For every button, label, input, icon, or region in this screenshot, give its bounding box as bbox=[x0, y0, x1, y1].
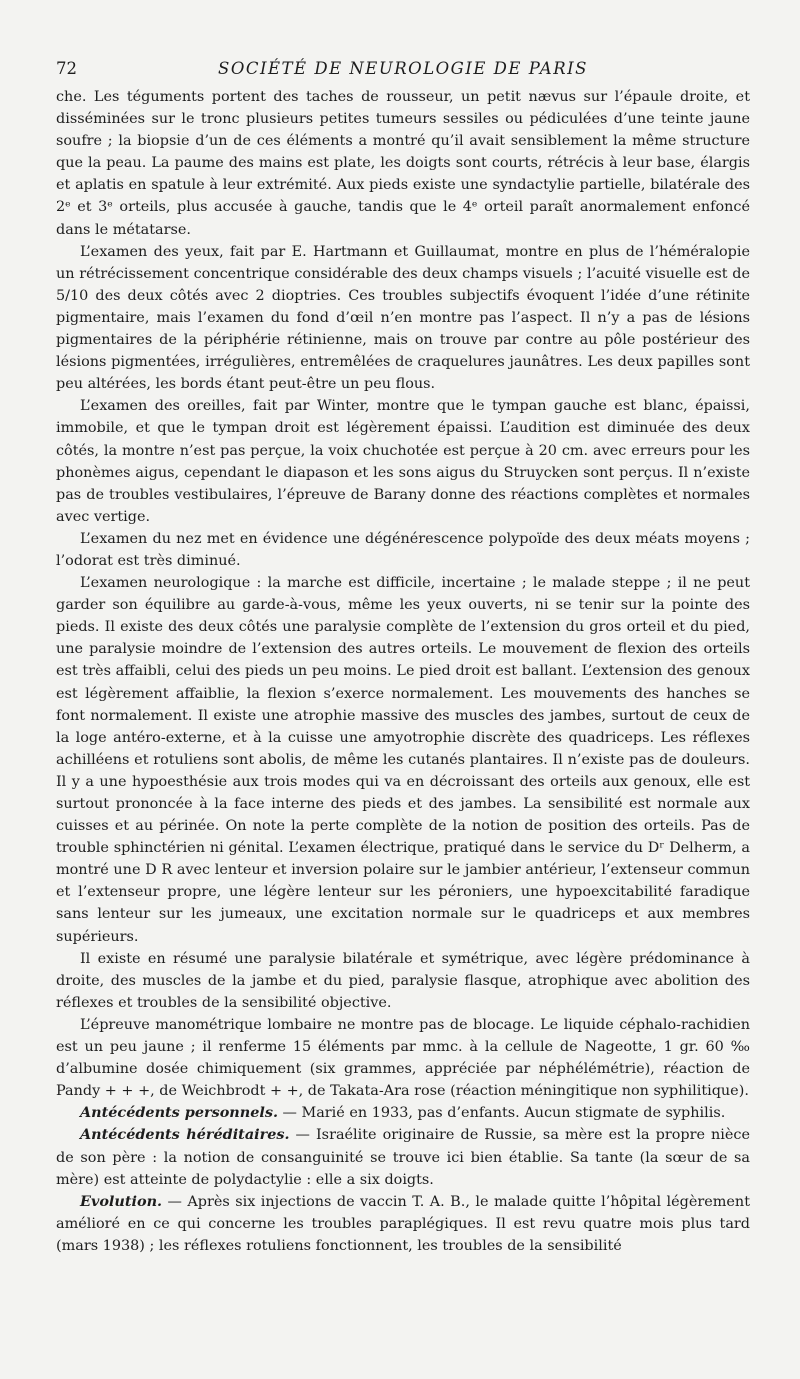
paragraph-eye-exam bbox=[56, 241, 750, 396]
paragraph-continued bbox=[56, 86, 750, 241]
paragraph-text: — Après six injections de vaccin T. A. B., le malade quitte l’hôpital légèrement amélioré en ce qui concerne les troubles paraplégiques. Il est revu quatre mois plus tard (mars 1938) ; les réflexes rotuliens fonctionnent, les troubles de la sensibilité bbox=[56, 1193, 750, 1254]
paragraph-text: L’examen des yeux, fait par E. Hartmann et Guillaumat, montre en plus de l’héméralopie un rétrécissement concentrique considérable des deux champs visuels ; l’acuité visuelle est de 5/10 des deux côtés avec 2 dioptries. Ces troubles subjectifs évoquent l’idée d’une rétinite pigmentaire, mais l’examen du fond d’œil n’en montre pas l’aspect. Il n’y a pas de lésions pigmentaires de la périphérie rétinienne, mais on trouve par contre au pôle postérieur des lésions pigmentées, irrégulières, entremêlées de craquelures jaunâtres. Les deux papilles sont peu altérées, les bords étant peut-être un peu flous. bbox=[56, 243, 750, 393]
paragraph-text: che. Les téguments portent des taches de rousseur, un petit nævus sur l’épaule droite, et disséminées sur le tronc plusieurs petites tumeurs sessiles ou pédiculées d’une teinte jaune soufre ; la biopsie d’un de ces éléments a montré qu’il avait sensiblement la même structure que la peau. La paume des mains est plate, les doigts sont courts, rétrécis à leur base, élargis et aplatis en spatule à leur extrémité. Aux pieds existe une syndactylie partielle, bilatérale des 2ᵉ et 3ᵉ orteils, plus accusée à gauche, tandis que le 4ᵉ orteil paraît anormalement enfoncé dans le métatarse. bbox=[56, 89, 750, 238]
paragraph-text: L’examen du nez met en évidence une dégénérescence polypoïde des deux méats moyens ; l’odorat est très diminué. bbox=[56, 530, 750, 569]
paragraph-personal-history bbox=[56, 1102, 750, 1124]
paragraph-lead: Evolution. bbox=[80, 1192, 163, 1210]
paragraph-lead: Antécédents personnels. bbox=[80, 1104, 278, 1122]
paragraph-neuro-exam bbox=[56, 572, 750, 948]
paragraph-lumbar-test bbox=[56, 1014, 750, 1102]
paragraph-ear-exam bbox=[56, 395, 750, 528]
paragraph-text: L’examen neurologique : la marche est difficile, incertaine ; le malade steppe ; il ne peut garder son équilibre au garde-à-vous, même les yeux ouverts, ni se tenir sur la pointe des pieds. Il existe des deux côtés une paralysie complète de l’extension du gros orteil et du pied, une paralysie moindre de l’extension des autres orteils. Le mouvement de flexion des orteils est très affaibli, celui des pieds un peu moins. Le pied droit est ballant. L’extension des genoux est légèrement affaiblie, la flexion s’exerce normalement. Les mouvements des hanches se font normalement. Il existe une atrophie massive des muscles des jambes, surtout de ceux de la loge antéro-externe, et à la cuisse une amyotrophie discrète des quadriceps. Les réflexes achilléens et rotuliens sont abolis, de même les cutanés plantaires. Il n’existe pas de douleurs. Il y a une hypoesthésie aux trois modes qui va en décroissant des orteils aux genoux, elle est surtout prononcée à la face interne des pieds et des jambes. La sensibilité est normale aux cuisses et au périnée. On note la perte complète de la notion de position des orteils. Pas de trouble sphinctérien ni génital. L’examen électrique, pratiqué dans le service du Dʳ Delherm, a montré une D R avec lenteur et inversion polaire sur le jambier antérieur, l’extenseur commun et l’extenseur propre, une légère lenteur sur les péroniers, une hypoexcitabilité faradique sans lenteur sur les jumeaux, une excitation normale sur le quadriceps et aux membres supérieurs. bbox=[56, 575, 750, 945]
page-number: 72 bbox=[56, 59, 77, 78]
paragraph-text: Il existe en résumé une paralysie bilatérale et symétrique, avec légère prédominance à droite, des muscles de la jambe et du pied, paralysie flasque, atrophique avec abolition des réflexes et troubles de la sensibilité objective. bbox=[56, 950, 750, 1011]
paragraph-text: L’examen des oreilles, fait par Winter, montre que le tympan gauche est blanc, épaissi, immobile, et que le tympan droit est légèrement épaissi. L’audition est diminuée des deux côtés, la montre n’est pas perçue, la voix chuchotée est perçue à 20 cm. avec erreurs pour les phonèmes aigus, cependant le diapason et les sons aigus du Struycken sont perçus. Il n’existe pas de troubles vestibulaires, l’épreuve de Barany donne des réactions complètes et normales avec vertige. bbox=[56, 398, 750, 525]
paragraph-text: — Marié en 1933, pas d’enfants. Aucun stigmate de syphilis. bbox=[277, 1105, 726, 1122]
paragraph-family-history bbox=[56, 1124, 750, 1190]
paragraph-lead: Antécédents héréditaires. bbox=[80, 1126, 290, 1144]
paragraph-text: — Israélite originaire de Russie, sa mère est la propre nièce de son père : la notion de consanguinité se trouve ici bien établie. Sa tante (la sœur de sa mère) est atteinte de polydactylie : elle a six doigts. bbox=[56, 1127, 750, 1188]
page bbox=[56, 56, 750, 1356]
paragraph-evolution bbox=[56, 1191, 750, 1257]
paragraph-text: L’épreuve manométrique lombaire ne montre pas de blocage. Le liquide céphalo-rachidien est un peu jaune ; il renferme 15 éléments par mmc. à la cellule de Nageotte, 1 gr. 60 ‰ d’albumine dosée chimiquement (six grammes, appréciée par néphélémétrie), réaction de Pandy + + +, de Weichbrodt + +, de Takata-Ara rose (réaction méningitique non syphilitique). bbox=[56, 1016, 750, 1100]
paragraph-summary bbox=[56, 948, 750, 1014]
page-header bbox=[56, 56, 750, 82]
body-text bbox=[56, 86, 750, 1257]
paragraph-nose-exam bbox=[56, 528, 750, 572]
running-head: SOCIÉTÉ DE NEUROLOGIE DE PARIS bbox=[218, 59, 588, 78]
